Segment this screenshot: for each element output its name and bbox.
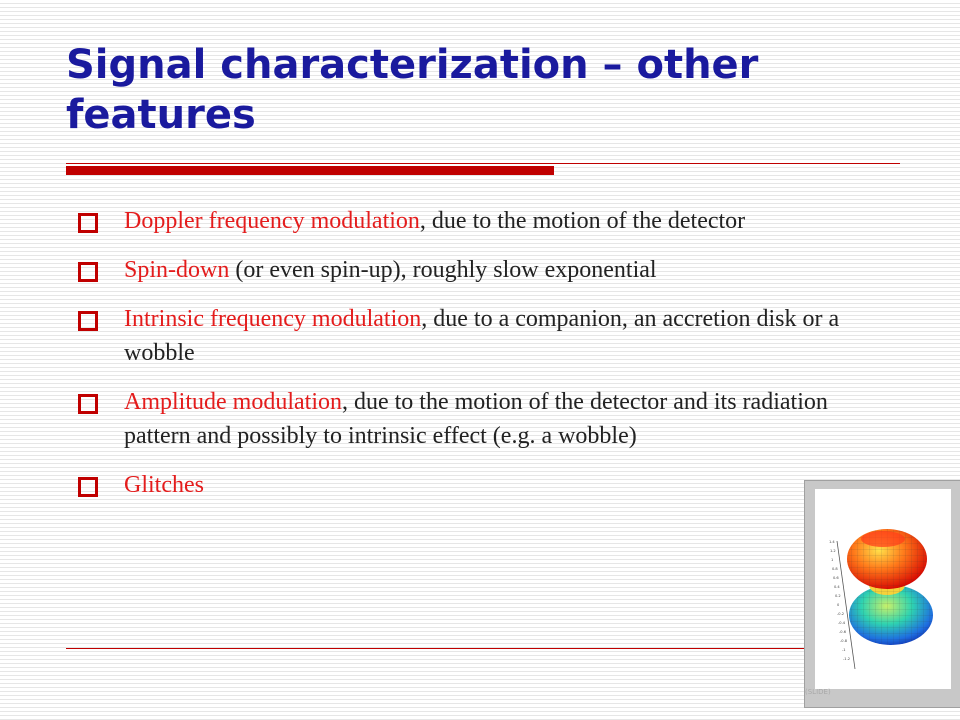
axis-tick: 0.4 — [834, 585, 840, 589]
square-bullet-icon — [78, 262, 98, 282]
bullet-item — [78, 302, 858, 370]
bullet-highlight: Amplitude modulation — [124, 389, 342, 415]
bullet-highlight: Doppler frequency modulation — [124, 208, 420, 234]
axis-tick: 1.4 — [829, 540, 835, 544]
axis-tick: -0.6 — [839, 630, 847, 634]
axis-tick: 1.2 — [830, 549, 836, 553]
upper-lobe-cap — [861, 531, 905, 547]
radiation-pattern-3d-plot-icon — [815, 489, 951, 689]
slide-title: Signal characterization – other features — [66, 42, 759, 138]
bullet-item — [78, 385, 858, 453]
square-bullet-icon — [78, 213, 98, 233]
bullet-text: , due to a companion, an accretion disk or a wobble — [124, 306, 840, 366]
bullet-item — [78, 204, 858, 238]
figure-canvas — [815, 489, 951, 689]
axis-tick: -0.8 — [840, 639, 848, 643]
axis-tick: -0.2 — [837, 612, 845, 616]
square-bullet-icon — [78, 311, 98, 331]
bullet-highlight: Intrinsic frequency modulation — [124, 306, 422, 332]
title-underline-thick — [66, 166, 554, 175]
axis-tick: 0.2 — [835, 594, 841, 598]
bullet-highlight: Spin-down — [124, 257, 230, 283]
footer-divider — [66, 648, 900, 649]
bullet-text: , due to the motion of the detector and its radiation pattern and possibly to intrinsic effect (e.g. a wobble) — [124, 389, 828, 449]
bullet-text: , due to the motion of the detector — [419, 208, 746, 234]
radiation-pattern-figure — [804, 480, 960, 708]
axis-tick: 0 — [837, 603, 840, 607]
axis-tick: 1 — [831, 558, 834, 562]
axis-tick: 0.6 — [833, 576, 839, 580]
bullet-list — [78, 204, 858, 517]
bullet-text: (or even spin-up), roughly slow exponential — [229, 257, 657, 283]
title-underline-thin — [66, 163, 900, 164]
axis-tick: -0.4 — [838, 621, 846, 625]
bullet-highlight: Glitches — [124, 472, 204, 498]
square-bullet-icon — [78, 477, 98, 497]
axis-tick: -1 — [842, 648, 846, 652]
axis-tick: 0.8 — [832, 567, 838, 571]
bullet-item — [78, 253, 858, 287]
square-bullet-icon — [78, 394, 98, 414]
bullet-item — [78, 468, 858, 502]
axis-tick: -1.2 — [843, 657, 851, 661]
figure-caption: (SLIDE) — [805, 688, 831, 696]
